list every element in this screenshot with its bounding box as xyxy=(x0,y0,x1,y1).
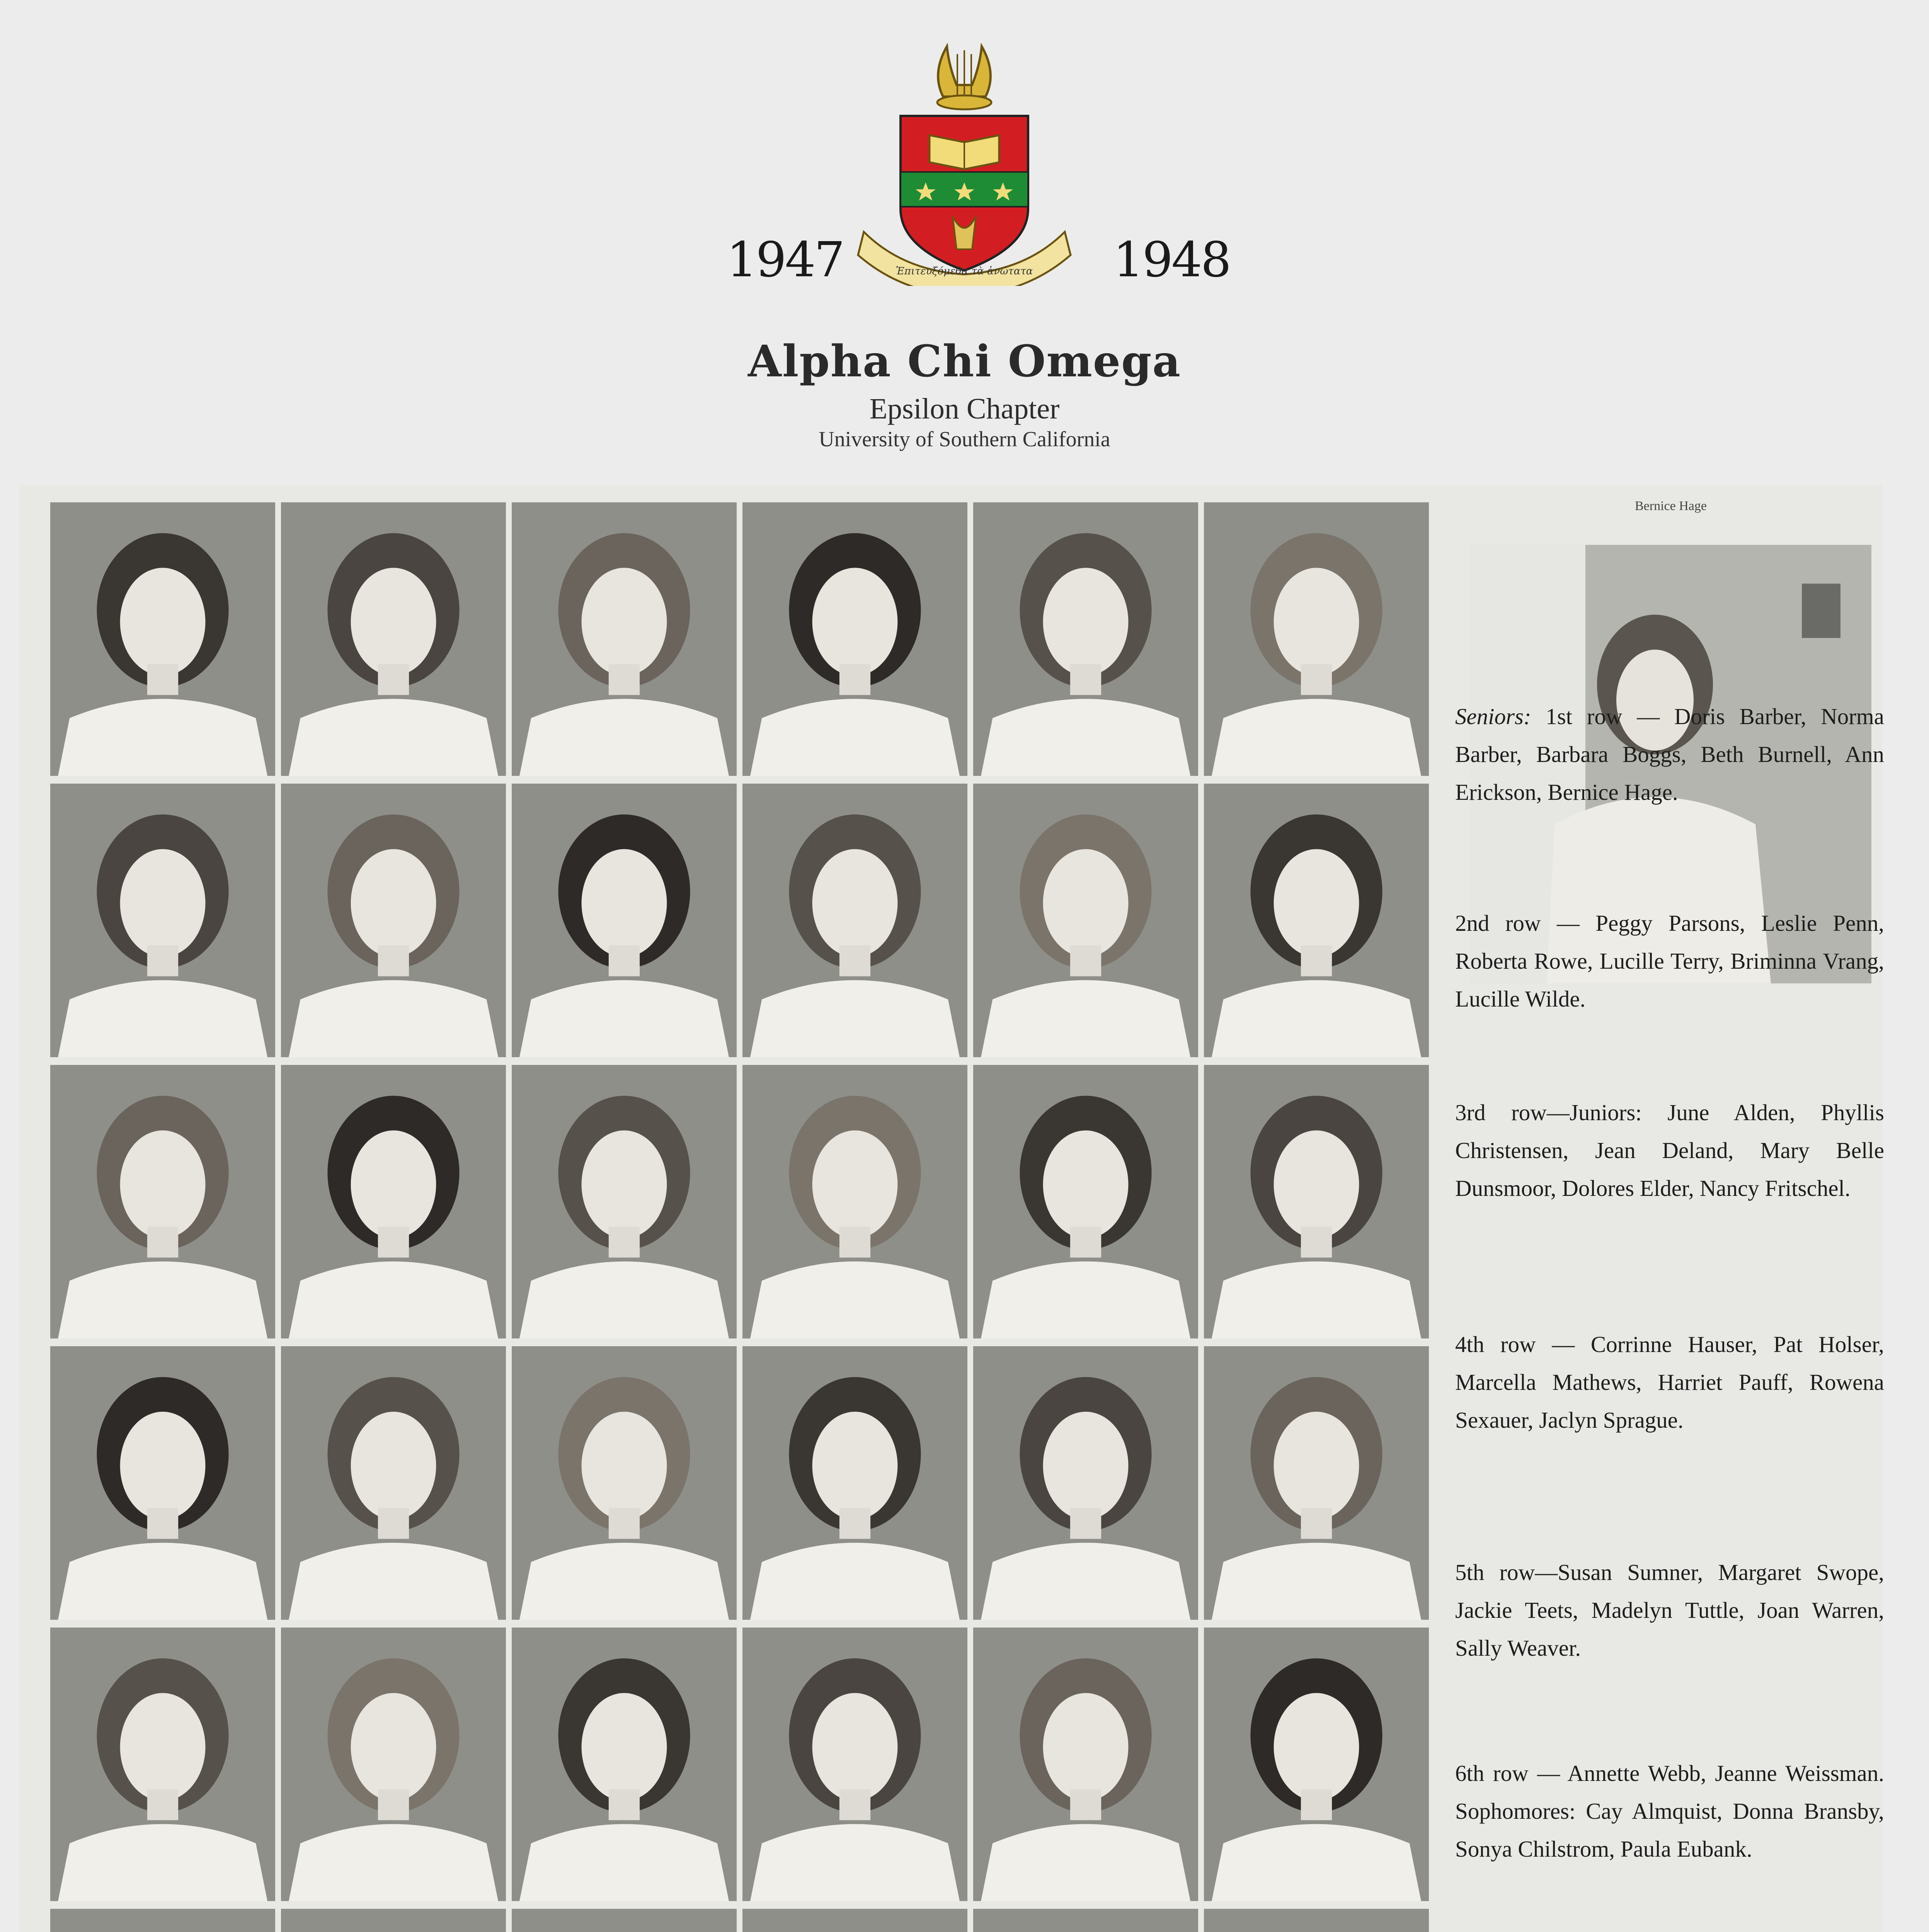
lyre-icon xyxy=(937,46,991,109)
portrait-photo xyxy=(50,1909,275,1932)
portrait-photo xyxy=(281,502,506,776)
shield-icon xyxy=(901,116,1028,270)
yearbook-page xyxy=(19,485,1882,1932)
portrait-photo xyxy=(973,502,1198,776)
portrait-photo xyxy=(742,1628,967,1901)
portrait-photo xyxy=(973,1346,1198,1620)
portrait-photo xyxy=(281,1628,506,1901)
portrait-photo xyxy=(1204,1065,1429,1338)
portrait-photo xyxy=(1204,784,1429,1057)
portrait-photo xyxy=(281,1065,506,1338)
portrait-photo xyxy=(742,1909,967,1932)
caption-row-3: 3rd row—Juniors: June Alden, Phyllis Christensen, Jean Deland, Mary Belle Dunsmoor, Dolores Elder, Nancy Fritschel. xyxy=(1455,1100,1884,1201)
portrait-photo xyxy=(742,1065,967,1338)
page-header xyxy=(0,0,1929,475)
portrait-photo xyxy=(50,1346,275,1620)
caption-row-4: 4th row — Corrinne Hauser, Pat Holser, Marcella Mathews, Harriet Pauff, Rowena Sexauer, Jaclyn Sprague. xyxy=(1455,1332,1884,1433)
portrait-photo xyxy=(973,1628,1198,1901)
portrait-photo xyxy=(50,784,275,1057)
caption-row-6: 6th row — Annette Webb, Jeanne Weissman. Sophomores: Cay Almquist, Donna Bransby, Sonya Chilstrom, Paula Eubank. xyxy=(1455,1760,1884,1862)
year-right: 1948 xyxy=(1113,232,1230,288)
chapter-name: Epsilon Chapter xyxy=(869,393,1060,425)
crest-motto: Ἐπιτευξόμεθα τὰ ἀνώτατα xyxy=(896,265,1033,277)
portrait-grid xyxy=(50,502,1430,1932)
portrait-photo xyxy=(281,784,506,1057)
university-name: University of Southern California xyxy=(819,427,1110,451)
crest-emblem xyxy=(848,39,1080,286)
portrait-photo xyxy=(281,1346,506,1620)
featured-photo-caption: Bernice Hage xyxy=(1635,499,1707,513)
caption-row-1: Seniors: 1st row — Doris Barber, Norma Barber, Barbara Boggs, Beth Burnell, Ann Erickson, Bernice Hage. xyxy=(1455,704,1884,805)
portrait-photo xyxy=(742,784,967,1057)
portrait-photo xyxy=(1204,1909,1429,1932)
portrait-photo xyxy=(512,1346,737,1620)
portrait-photo xyxy=(973,1065,1198,1338)
portrait-photo xyxy=(512,784,737,1057)
portrait-photo xyxy=(973,1909,1198,1932)
portrait-photo xyxy=(742,502,967,776)
portrait-photo xyxy=(512,1628,737,1901)
portrait-photo xyxy=(1204,502,1429,776)
caption-row-2: 2nd row — Peggy Parsons, Leslie Penn, Roberta Rowe, Lucille Terry, Briminna Vrang, Lucille Wilde. xyxy=(1455,910,1884,1012)
portrait-photo xyxy=(512,502,737,776)
portrait-photo xyxy=(1204,1346,1429,1620)
year-left: 1947 xyxy=(727,232,844,288)
portrait-photo xyxy=(50,1628,275,1901)
portrait-photo xyxy=(512,1909,737,1932)
portrait-photo xyxy=(1204,1628,1429,1901)
portrait-photo xyxy=(50,502,275,776)
organization-title: Alpha Chi Omega xyxy=(747,336,1182,387)
portrait-photo xyxy=(973,784,1198,1057)
portrait-photo xyxy=(512,1065,737,1338)
caption-row-5: 5th row—Susan Sumner, Margaret Swope, Jackie Teets, Madelyn Tuttle, Joan Warren, Sally Weaver. xyxy=(1455,1560,1884,1661)
portrait-photo xyxy=(281,1909,506,1932)
portrait-photo xyxy=(742,1346,967,1620)
portrait-photo xyxy=(50,1065,275,1338)
